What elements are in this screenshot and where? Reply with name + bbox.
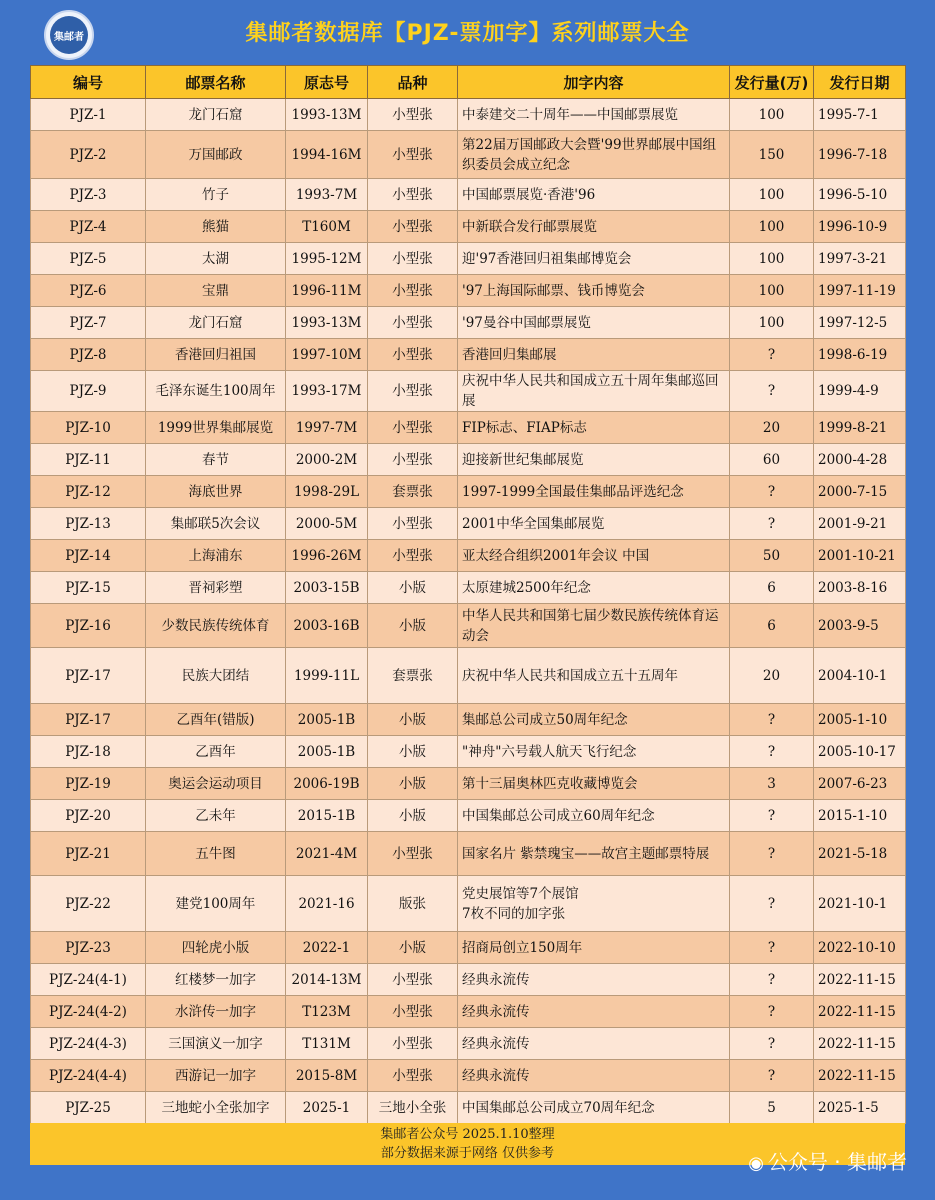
table-row (31, 339, 906, 371)
table-cell: 1995-7-1 (814, 99, 906, 131)
table-row (31, 131, 906, 179)
table-cell: 1993-13M (286, 307, 368, 339)
brand-text: 公众号 · 集邮者 (767, 1150, 907, 1174)
table-cell: 党史展馆等7个展馆 7枚不同的加字张 (458, 876, 730, 932)
table-cell: 100 (730, 307, 814, 339)
table-cell: 奥运会运动项目 (146, 768, 286, 800)
table-cell: PJZ-14 (31, 540, 146, 572)
table-cell: 小版 (368, 604, 458, 648)
table-cell: 1999-4-9 (814, 371, 906, 412)
table-cell: '97曼谷中国邮票展览 (458, 307, 730, 339)
table-cell: '97上海国际邮票、钱币博览会 (458, 275, 730, 307)
table-cell: ? (730, 800, 814, 832)
table-cell: 套票张 (368, 648, 458, 704)
table-cell: ? (730, 832, 814, 876)
table-cell: ? (730, 932, 814, 964)
table-cell: 三地小全张 (368, 1092, 458, 1124)
table-cell: ? (730, 996, 814, 1028)
table-cell: PJZ-17 (31, 704, 146, 736)
table-cell: 6 (730, 604, 814, 648)
table-cell: 建党100周年 (146, 876, 286, 932)
table-cell: 2001-9-21 (814, 508, 906, 540)
table-cell: 庆祝中华人民共和国成立五十周年集邮巡回展 (458, 371, 730, 412)
table-cell: 1993-13M (286, 99, 368, 131)
table-cell: 2001中华全国集邮展览 (458, 508, 730, 540)
table-cell: 小型张 (368, 964, 458, 996)
table-cell: 中国邮票展览·香港'96 (458, 179, 730, 211)
table-body (31, 99, 906, 1124)
column-header: 邮票名称 (146, 66, 286, 99)
table-cell: 1997-12-5 (814, 307, 906, 339)
table-cell: ? (730, 1060, 814, 1092)
table-cell: 乙未年 (146, 800, 286, 832)
table-cell: 红楼梦一加字 (146, 964, 286, 996)
table-cell: 2021-10-1 (814, 876, 906, 932)
table-cell: 2022-11-15 (814, 996, 906, 1028)
table-cell: PJZ-24(4-2) (31, 996, 146, 1028)
table-cell: 100 (730, 99, 814, 131)
table-cell: PJZ-16 (31, 604, 146, 648)
table-cell: PJZ-24(4-1) (31, 964, 146, 996)
table-cell: 3 (730, 768, 814, 800)
table-cell: 2005-10-17 (814, 736, 906, 768)
table-cell: 1999-11L (286, 648, 368, 704)
table-cell: 小型张 (368, 508, 458, 540)
table-cell: 1994-16M (286, 131, 368, 179)
table-cell: 2022-11-15 (814, 1060, 906, 1092)
table-cell: ? (730, 736, 814, 768)
table-row (31, 211, 906, 243)
table-cell: 2014-13M (286, 964, 368, 996)
column-header: 加字内容 (458, 66, 730, 99)
table-cell: 小型张 (368, 996, 458, 1028)
table-cell: 1998-6-19 (814, 339, 906, 371)
stamp-table (30, 65, 906, 1124)
table-cell: 香港回归祖国 (146, 339, 286, 371)
table-cell: 经典永流传 (458, 1060, 730, 1092)
table-row (31, 648, 906, 704)
table-cell: 四轮虎小版 (146, 932, 286, 964)
table-row (31, 876, 906, 932)
table-cell: PJZ-9 (31, 371, 146, 412)
table-cell: 2003-8-16 (814, 572, 906, 604)
table-cell: PJZ-2 (31, 131, 146, 179)
table-row (31, 275, 906, 307)
table-cell: 小型张 (368, 1028, 458, 1060)
column-header: 原志号 (286, 66, 368, 99)
table-cell: 熊猫 (146, 211, 286, 243)
table-row (31, 508, 906, 540)
table-cell: 2001-10-21 (814, 540, 906, 572)
table-cell: 小型张 (368, 540, 458, 572)
table-cell: PJZ-20 (31, 800, 146, 832)
stamp-table-container (30, 65, 905, 1124)
table-cell: ? (730, 476, 814, 508)
table-cell: PJZ-12 (31, 476, 146, 508)
table-row (31, 540, 906, 572)
table-cell: PJZ-25 (31, 1092, 146, 1124)
table-cell: PJZ-17 (31, 648, 146, 704)
table-cell: PJZ-4 (31, 211, 146, 243)
table-cell: 乙酉年 (146, 736, 286, 768)
table-cell: 西游记一加字 (146, 1060, 286, 1092)
table-cell: 小版 (368, 704, 458, 736)
table-row (31, 243, 906, 275)
table-cell: ? (730, 508, 814, 540)
table-cell: ? (730, 876, 814, 932)
column-header: 编号 (31, 66, 146, 99)
table-cell: 第十三届奥林匹克收藏博览会 (458, 768, 730, 800)
table-cell: T160M (286, 211, 368, 243)
table-cell: 60 (730, 444, 814, 476)
table-cell: 水浒传一加字 (146, 996, 286, 1028)
table-cell: PJZ-22 (31, 876, 146, 932)
table-cell: PJZ-13 (31, 508, 146, 540)
table-row (31, 996, 906, 1028)
table-cell: 亚太经合组织2001年会议 中国 (458, 540, 730, 572)
table-cell: 三国演义一加字 (146, 1028, 286, 1060)
table-cell: 2000-4-28 (814, 444, 906, 476)
table-cell: 小型张 (368, 307, 458, 339)
table-cell: 100 (730, 211, 814, 243)
table-cell: 经典永流传 (458, 1028, 730, 1060)
table-cell: 少数民族传统体育 (146, 604, 286, 648)
wechat-icon: ◉ (748, 1153, 764, 1174)
table-cell: 中国集邮总公司成立70周年纪念 (458, 1092, 730, 1124)
table-cell: 小版 (368, 736, 458, 768)
table-cell: 小版 (368, 800, 458, 832)
table-cell: PJZ-15 (31, 572, 146, 604)
table-cell: PJZ-24(4-4) (31, 1060, 146, 1092)
table-cell: 迎接新世纪集邮展览 (458, 444, 730, 476)
table-cell: T131M (286, 1028, 368, 1060)
table-cell: 1996-26M (286, 540, 368, 572)
table-cell: 2003-9-5 (814, 604, 906, 648)
table-cell: 1995-12M (286, 243, 368, 275)
table-cell: PJZ-18 (31, 736, 146, 768)
table-cell: 竹子 (146, 179, 286, 211)
table-cell: 版张 (368, 876, 458, 932)
table-cell: 1993-7M (286, 179, 368, 211)
table-cell: 国家名片 紫禁瑰宝——故宫主题邮票特展 (458, 832, 730, 876)
footer-line: 集邮者公众号 2025.1.10整理 (380, 1127, 555, 1142)
table-cell: 2021-5-18 (814, 832, 906, 876)
table-row (31, 412, 906, 444)
table-header-row (31, 66, 906, 99)
table-cell: 小型张 (368, 1060, 458, 1092)
footer-line: 部分数据来源于网络 仅供参考 (380, 1146, 555, 1161)
table-cell: 6 (730, 572, 814, 604)
column-header: 发行日期 (814, 66, 906, 99)
table-cell: 2000-7-15 (814, 476, 906, 508)
table-cell: 太原建城2500年纪念 (458, 572, 730, 604)
table-cell: 宝鼎 (146, 275, 286, 307)
table-cell: 套票张 (368, 476, 458, 508)
table-cell: 2003-15B (286, 572, 368, 604)
table-cell: 2006-19B (286, 768, 368, 800)
table-cell: 中国集邮总公司成立60周年纪念 (458, 800, 730, 832)
table-cell: 5 (730, 1092, 814, 1124)
table-cell: 小型张 (368, 339, 458, 371)
table-cell: 2022-11-15 (814, 1028, 906, 1060)
table-row (31, 964, 906, 996)
table-cell: 2000-2M (286, 444, 368, 476)
table-cell: ? (730, 1028, 814, 1060)
table-cell: 2005-1B (286, 736, 368, 768)
table-cell: 1997-3-21 (814, 243, 906, 275)
table-cell: 香港回归集邮展 (458, 339, 730, 371)
table-cell: 小型张 (368, 412, 458, 444)
table-cell: 1999-8-21 (814, 412, 906, 444)
table-cell: 三地蛇小全张加字 (146, 1092, 286, 1124)
table-cell: 1997-7M (286, 412, 368, 444)
table-cell: 1999世界集邮展览 (146, 412, 286, 444)
table-cell: 小型张 (368, 99, 458, 131)
table-row (31, 179, 906, 211)
table-cell: 海底世界 (146, 476, 286, 508)
title-bar (0, 0, 935, 66)
table-cell: 2021-16 (286, 876, 368, 932)
table-cell: 150 (730, 131, 814, 179)
table-cell: 2025-1-5 (814, 1092, 906, 1124)
table-cell: 小型张 (368, 131, 458, 179)
table-cell: 2022-1 (286, 932, 368, 964)
table-cell: 2015-8M (286, 1060, 368, 1092)
table-cell: FIP标志、FIAP标志 (458, 412, 730, 444)
table-cell: ? (730, 704, 814, 736)
table-cell: 小型张 (368, 832, 458, 876)
table-cell: 2005-1B (286, 704, 368, 736)
table-cell: 2022-11-15 (814, 964, 906, 996)
table-cell: 1996-11M (286, 275, 368, 307)
table-row (31, 572, 906, 604)
table-cell: 小版 (368, 932, 458, 964)
table-cell: PJZ-11 (31, 444, 146, 476)
table-cell: 1996-7-18 (814, 131, 906, 179)
table-cell: 小型张 (368, 211, 458, 243)
table-row (31, 932, 906, 964)
table-cell: 2021-4M (286, 832, 368, 876)
table-cell: 上海浦东 (146, 540, 286, 572)
table-cell: "神舟"六号载人航天飞行纪念 (458, 736, 730, 768)
table-cell: 2025-1 (286, 1092, 368, 1124)
table-cell: 庆祝中华人民共和国成立五十五周年 (458, 648, 730, 704)
table-cell: 100 (730, 179, 814, 211)
table-row (31, 1060, 906, 1092)
table-row (31, 832, 906, 876)
table-cell: 中新联合发行邮票展览 (458, 211, 730, 243)
table-cell: 100 (730, 243, 814, 275)
table-cell: PJZ-5 (31, 243, 146, 275)
table-cell: 1998-29L (286, 476, 368, 508)
table-cell: 2004-10-1 (814, 648, 906, 704)
table-cell: 小型张 (368, 275, 458, 307)
table-row (31, 768, 906, 800)
table-cell: 春节 (146, 444, 286, 476)
table-row (31, 800, 906, 832)
table-cell: 2015-1B (286, 800, 368, 832)
table-cell: 万国邮政 (146, 131, 286, 179)
table-cell: 2022-10-10 (814, 932, 906, 964)
table-row (31, 371, 906, 412)
table-cell: 小版 (368, 572, 458, 604)
table-cell: PJZ-1 (31, 99, 146, 131)
table-cell: 经典永流传 (458, 964, 730, 996)
table-cell: 20 (730, 412, 814, 444)
table-cell: 中华人民共和国第七届少数民族传统体育运动会 (458, 604, 730, 648)
table-cell: 小型张 (368, 371, 458, 412)
table-cell: 民族大团结 (146, 648, 286, 704)
table-cell: 迎'97香港回归祖集邮博览会 (458, 243, 730, 275)
table-cell: PJZ-10 (31, 412, 146, 444)
table-cell: 集邮联5次会议 (146, 508, 286, 540)
table-cell: 小版 (368, 768, 458, 800)
table-cell: PJZ-23 (31, 932, 146, 964)
table-cell: PJZ-7 (31, 307, 146, 339)
table-cell: 1997-10M (286, 339, 368, 371)
table-cell: 1993-17M (286, 371, 368, 412)
page-title: 集邮者数据库【PJZ-票加字】系列邮票大全 (245, 21, 690, 46)
table-cell: 2005-1-10 (814, 704, 906, 736)
table-cell: 中泰建交二十周年——中国邮票展览 (458, 99, 730, 131)
table-cell: 50 (730, 540, 814, 572)
table-cell: 乙酉年(错版) (146, 704, 286, 736)
table-cell: 小型张 (368, 444, 458, 476)
table-cell: 小型张 (368, 243, 458, 275)
table-row (31, 736, 906, 768)
table-cell: 100 (730, 275, 814, 307)
table-cell: 集邮总公司成立50周年纪念 (458, 704, 730, 736)
table-cell: ? (730, 371, 814, 412)
table-cell: 太湖 (146, 243, 286, 275)
table-cell: PJZ-3 (31, 179, 146, 211)
table-cell: 1996-10-9 (814, 211, 906, 243)
table-cell: 1996-5-10 (814, 179, 906, 211)
table-cell: T123M (286, 996, 368, 1028)
table-cell: 2015-1-10 (814, 800, 906, 832)
table-cell: 经典永流传 (458, 996, 730, 1028)
table-row (31, 1028, 906, 1060)
table-cell: 龙门石窟 (146, 99, 286, 131)
table-row (31, 444, 906, 476)
table-cell: ? (730, 964, 814, 996)
logo-text: 集邮者 (50, 16, 88, 54)
table-cell: PJZ-8 (31, 339, 146, 371)
table-cell: ? (730, 339, 814, 371)
table-cell: PJZ-24(4-3) (31, 1028, 146, 1060)
table-cell: PJZ-6 (31, 275, 146, 307)
table-cell: 2000-5M (286, 508, 368, 540)
table-row (31, 476, 906, 508)
table-cell: 毛泽东诞生100周年 (146, 371, 286, 412)
table-cell: 龙门石窟 (146, 307, 286, 339)
table-cell: 小型张 (368, 179, 458, 211)
table-row (31, 307, 906, 339)
table-cell: 2003-16B (286, 604, 368, 648)
table-cell: 1997-11-19 (814, 275, 906, 307)
table-cell: 20 (730, 648, 814, 704)
table-cell: 第22届万国邮政大会暨'99世界邮展中国组织委员会成立纪念 (458, 131, 730, 179)
table-cell: PJZ-21 (31, 832, 146, 876)
table-cell: 晋祠彩塑 (146, 572, 286, 604)
table-cell: 招商局创立150周年 (458, 932, 730, 964)
column-header: 品种 (368, 66, 458, 99)
table-cell: 五牛图 (146, 832, 286, 876)
table-cell: 1997-1999全国最佳集邮品评选纪念 (458, 476, 730, 508)
table-row (31, 704, 906, 736)
table-cell: 2007-6-23 (814, 768, 906, 800)
column-header: 发行量(万) (730, 66, 814, 99)
brand-watermark (748, 1146, 907, 1175)
table-row (31, 99, 906, 131)
table-row (31, 604, 906, 648)
table-row (31, 1092, 906, 1124)
table-cell: PJZ-19 (31, 768, 146, 800)
